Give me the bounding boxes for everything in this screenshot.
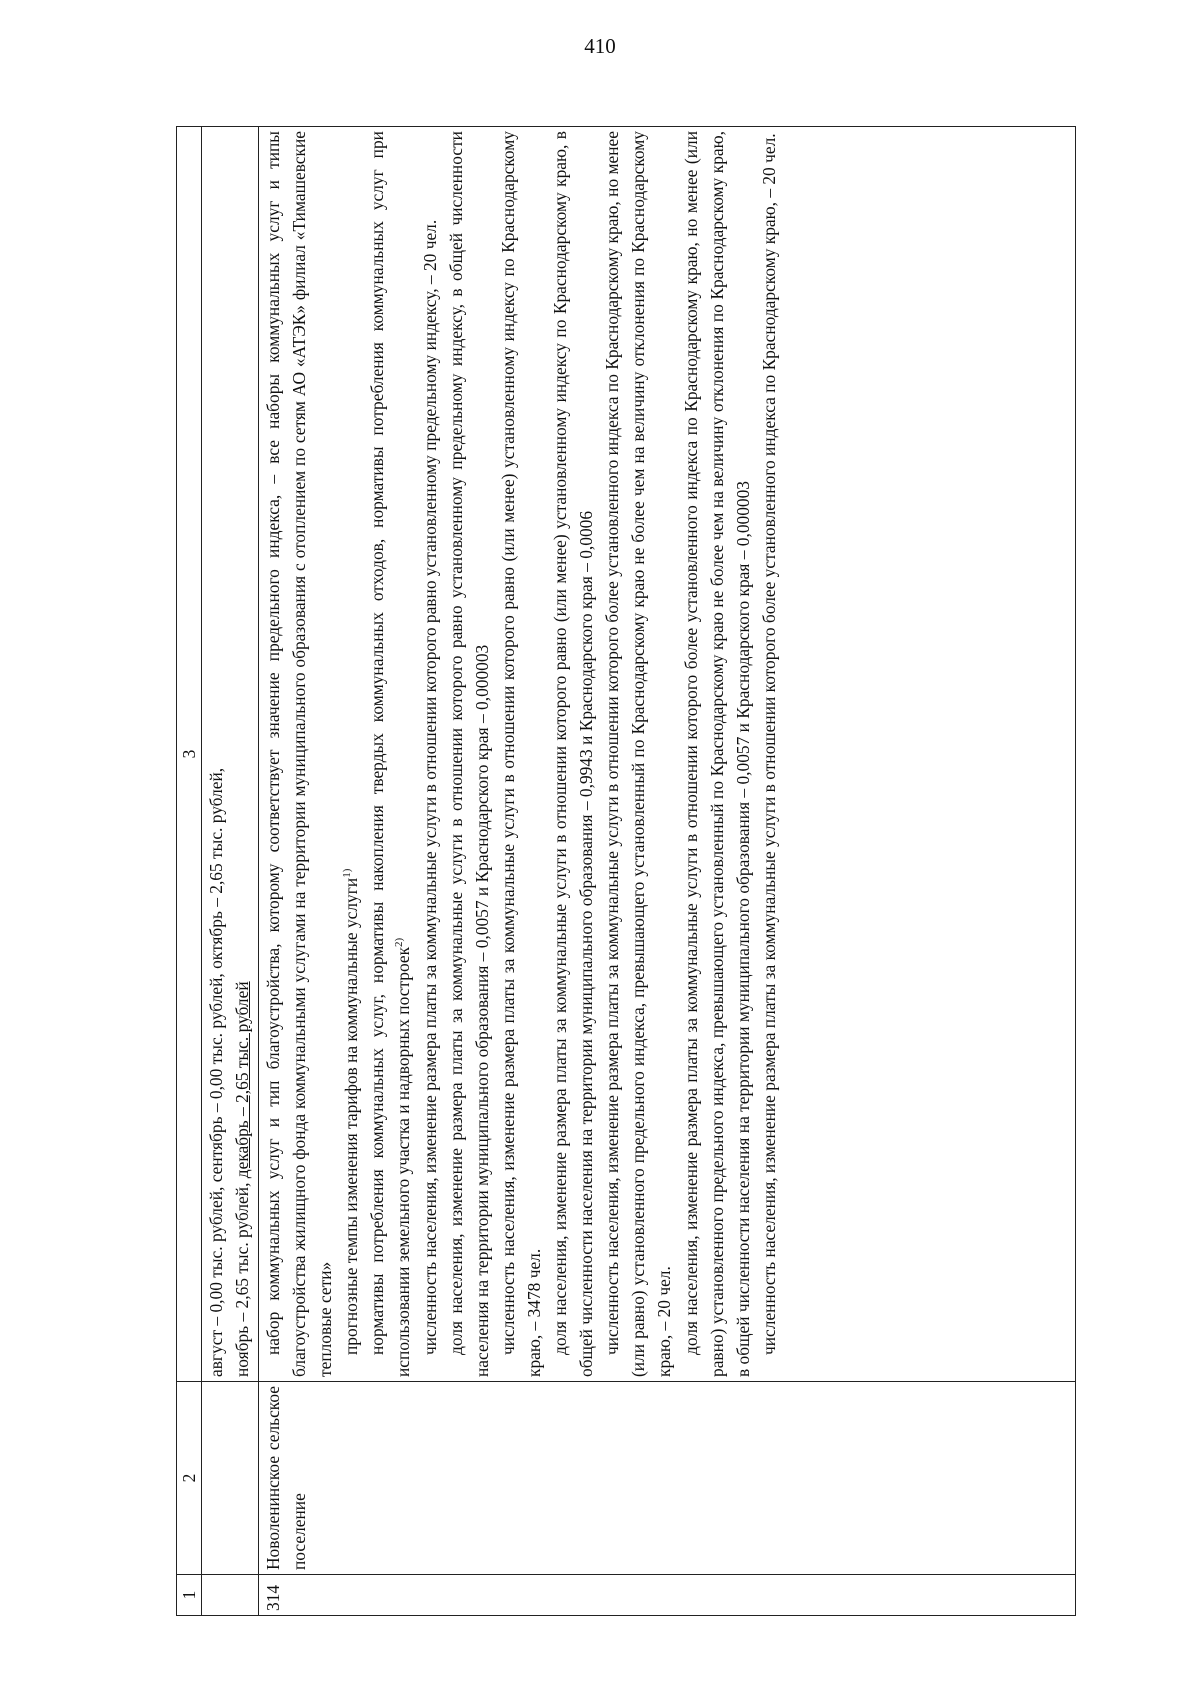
monthly-amounts-line: ноябрь – 2,65 тыс. рублей, декабрь – 2,65 тыс. рублей	[232, 981, 253, 1377]
details-cell	[259, 127, 1076, 1382]
row-number: 314	[259, 1575, 1076, 1616]
paragraph: доля населения, изменение размера платы за коммунальные услуги в отношении которого равно (или менее) установленному индексу по Краснодарскому краю, в общей численности населения на территории муниципального образования – 0,9943 и Краснодарского края – 0,0006	[550, 131, 597, 1377]
paragraph: численность населения, изменение размера платы за коммунальные услуги в отношении которого равно установленному предельному индексу, – 20 чел.	[419, 219, 440, 1355]
table-row	[259, 127, 1076, 1616]
footnote-mark: 2)	[393, 937, 406, 947]
paragraph: численность населения, изменение размера платы за коммунальные услуги в отношении которого равно (или менее) установленному индексу по Краснодарскому краю, – 3478 чел.	[497, 131, 544, 1377]
paragraph: нормативы потребления коммунальных услуг, нормативы накопления твердых коммунальных отходов, нормативы потребления коммунальных услуг при использовании земельного участка и надворных построек$^{2)}$	[367, 131, 414, 1377]
monthly-amounts-cell	[202, 127, 259, 1382]
empty-cell	[202, 1382, 259, 1575]
paragraph: доля населения, изменение размера платы за коммунальные услуги в отношении которого более установленного индекса по Краснодарскому краю, но менее (или равно) установленного предельного индекса, превышающего установленный по Краснодарскому краю не более чем на величину отклонения по Краснодарскому краю, в общей численности населения на территории муниципального образования – 0,0057 и Краснодарского края – 0,000003	[680, 131, 753, 1377]
empty-cell	[202, 1575, 259, 1616]
paragraph: набор коммунальных услуг и тип благоустройства, которому соответствует значение предельного индекса, – все наборы коммунальных услуг и типы благоустройства жилищного фонда коммунальными услугами на территории муниципального образования с отоплением по сетям АО «АТЭК» филиал «Тимашевские тепловые сети»	[263, 131, 336, 1377]
column-header-2: 2	[177, 1382, 202, 1575]
column-header-3: 3	[177, 127, 202, 1382]
settlement-name: Новоленинское сельское поселение	[259, 1382, 1076, 1575]
data-table	[176, 126, 1076, 1616]
monthly-amounts-line: август – 0,00 тыс. рублей, сентябрь – 0,00 тыс. рублей, октябрь – 2,65 тыс. рублей,	[206, 767, 226, 1377]
paragraph: доля населения, изменение размера платы за коммунальные услуги в отношении которого равно установленному предельному индексу, в общей численности населения на территории муниципального образования – 0,0057 и Краснодарского края – 0,000003	[445, 131, 492, 1377]
paragraph: численность населения, изменение размера платы за коммунальные услуги в отношении которого более установленного индекса по Краснодарскому краю, но менее (или равно) установленного предельного индекса, превышающего установленный по Краснодарскому краю не более чем на величину отклонения по Краснодарскому краю, – 20 чел.	[602, 131, 675, 1377]
paragraph: численность населения, изменение размера платы за коммунальные услуги в отношении которого более установленного индекса по Краснодарскому краю, – 20 чел.	[758, 133, 779, 1355]
footnote-mark: 1)	[341, 868, 354, 878]
header-row	[177, 127, 202, 1616]
page-number: 410	[584, 34, 616, 58]
rotated-table-region	[176, 126, 1076, 1616]
table-row-continuation	[202, 127, 259, 1616]
column-header-1: 1	[177, 1575, 202, 1616]
paragraph: прогнозные темпы изменения тарифов на коммунальные услуги$^{1)}$	[341, 868, 362, 1355]
